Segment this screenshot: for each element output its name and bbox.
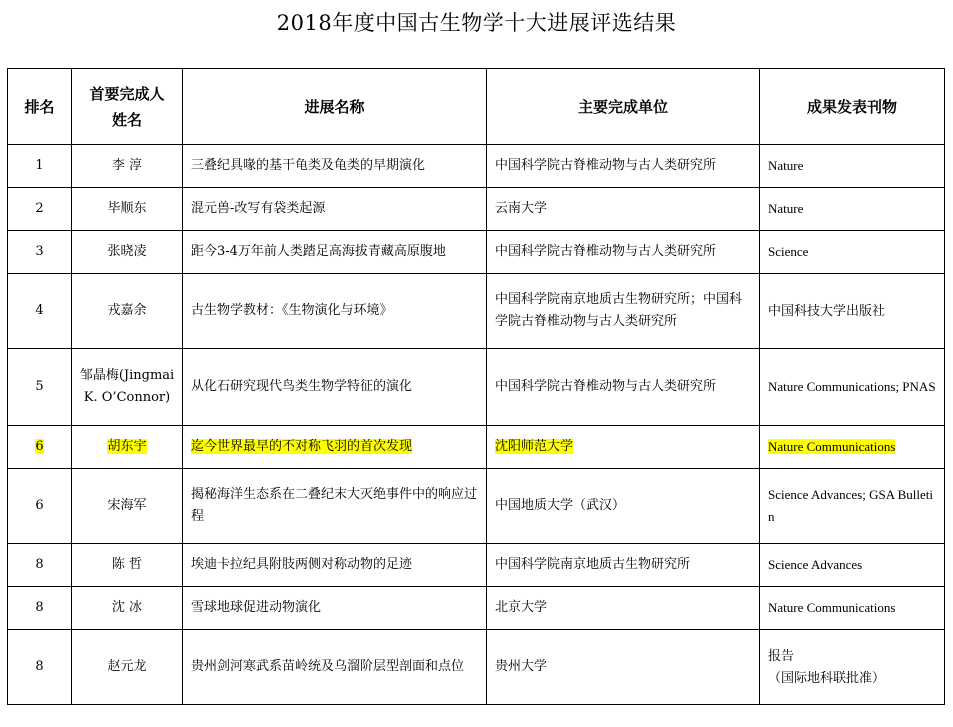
cell-rank: 1 <box>8 145 72 188</box>
journal-highlight: Nature Communications <box>768 439 896 454</box>
cell-institution <box>487 426 760 469</box>
cell-journal <box>760 630 945 705</box>
cell-institution: 中国科学院古脊椎动物与古人类研究所 <box>487 231 760 274</box>
page-title: 2018年度中国古生物学十大进展评选结果 <box>276 11 677 35</box>
cell-name: 毕顺东 <box>72 188 183 231</box>
header-name-line2: 姓名 <box>111 110 142 129</box>
cell-journal: Science <box>760 231 945 274</box>
cell-progress: 混元兽-改写有袋类起源 <box>183 188 487 231</box>
progress-highlight: 迄今世界最早的不对称飞羽的首次发现 <box>191 439 413 454</box>
table-row <box>8 145 945 188</box>
cell-rank <box>8 426 72 469</box>
header-institution: 主要完成单位 <box>487 69 760 145</box>
table-row <box>8 231 945 274</box>
cell-name: 赵元龙 <box>72 630 183 705</box>
cell-institution: 中国地质大学（武汉） <box>487 469 760 544</box>
cell-institution: 贵州大学 <box>487 630 760 705</box>
cell-name: 沈 冰 <box>72 587 183 630</box>
table-row <box>8 274 945 349</box>
cell-rank: 4 <box>8 274 72 349</box>
cell-rank: 6 <box>8 469 72 544</box>
table-row <box>8 630 945 705</box>
header-name-line1: 首要完成人 <box>89 84 165 103</box>
cell-institution: 中国科学院南京地质古生物研究所 <box>487 544 760 587</box>
cell-journal: Science Advances; GSA Bulletin <box>760 469 945 544</box>
cell-progress: 揭秘海洋生态系在二叠纪末大灭绝事件中的响应过程 <box>183 469 487 544</box>
header-journal: 成果发表刊物 <box>760 69 945 145</box>
table-header-row <box>8 69 945 145</box>
cell-progress: 古生物学教材：《生物演化与环境》 <box>183 274 487 349</box>
cell-rank: 8 <box>8 630 72 705</box>
cell-name: 邹晶梅(Jingmai K. O’Connor) <box>72 349 183 426</box>
cell-name: 张晓凌 <box>72 231 183 274</box>
cell-institution: 中国科学院古脊椎动物与古人类研究所 <box>487 145 760 188</box>
cell-name: 戎嘉余 <box>72 274 183 349</box>
cell-journal: Nature Communications <box>760 587 945 630</box>
table-row <box>8 469 945 544</box>
cell-institution: 中国科学院古脊椎动物与古人类研究所 <box>487 349 760 426</box>
cell-institution: 云南大学 <box>487 188 760 231</box>
table-row-highlighted <box>8 426 945 469</box>
journal-line1: 报告 <box>768 648 795 663</box>
cell-rank: 8 <box>8 587 72 630</box>
table-row <box>8 587 945 630</box>
cell-journal: Nature <box>760 145 945 188</box>
header-rank: 排名 <box>8 69 72 145</box>
cell-rank: 2 <box>8 188 72 231</box>
cell-progress: 雪球地球促进动物演化 <box>183 587 487 630</box>
cell-rank: 3 <box>8 231 72 274</box>
table-row <box>8 188 945 231</box>
cell-progress <box>183 426 487 469</box>
table-row <box>8 544 945 587</box>
cell-journal: Nature <box>760 188 945 231</box>
cell-institution: 中国科学院南京地质古生物研究所；中国科学院古脊椎动物与古人类研究所 <box>487 274 760 349</box>
cell-journal: 中国科技大学出版社 <box>760 274 945 349</box>
cell-journal: Nature Communications; PNAS <box>760 349 945 426</box>
cell-progress: 贵州剑河寒武系苗岭统及乌溜阶层型剖面和点位 <box>183 630 487 705</box>
cell-name: 李 淳 <box>72 145 183 188</box>
cell-institution: 北京大学 <box>487 587 760 630</box>
results-table <box>7 68 945 705</box>
cell-name: 宋海军 <box>72 469 183 544</box>
cell-name: 陈 哲 <box>72 544 183 587</box>
header-progress: 进展名称 <box>183 69 487 145</box>
institution-highlight: 沈阳师范大学 <box>495 439 574 454</box>
cell-progress: 三叠纪具喙的基干龟类及龟类的早期演化 <box>183 145 487 188</box>
journal-line2: （国际地科联批准） <box>768 670 886 685</box>
cell-progress: 埃迪卡拉纪具附肢两侧对称动物的足迹 <box>183 544 487 587</box>
cell-progress: 距今3-4万年前人类踏足高海拔青藏高原腹地 <box>183 231 487 274</box>
cell-journal <box>760 426 945 469</box>
name-highlight: 胡东宇 <box>107 439 147 454</box>
cell-journal: Science Advances <box>760 544 945 587</box>
cell-rank: 8 <box>8 544 72 587</box>
cell-rank: 5 <box>8 349 72 426</box>
rank-highlight: 6 <box>35 439 44 454</box>
header-name <box>72 69 183 145</box>
cell-progress: 从化石研究现代鸟类生物学特征的演化 <box>183 349 487 426</box>
cell-name <box>72 426 183 469</box>
table-row <box>8 349 945 426</box>
